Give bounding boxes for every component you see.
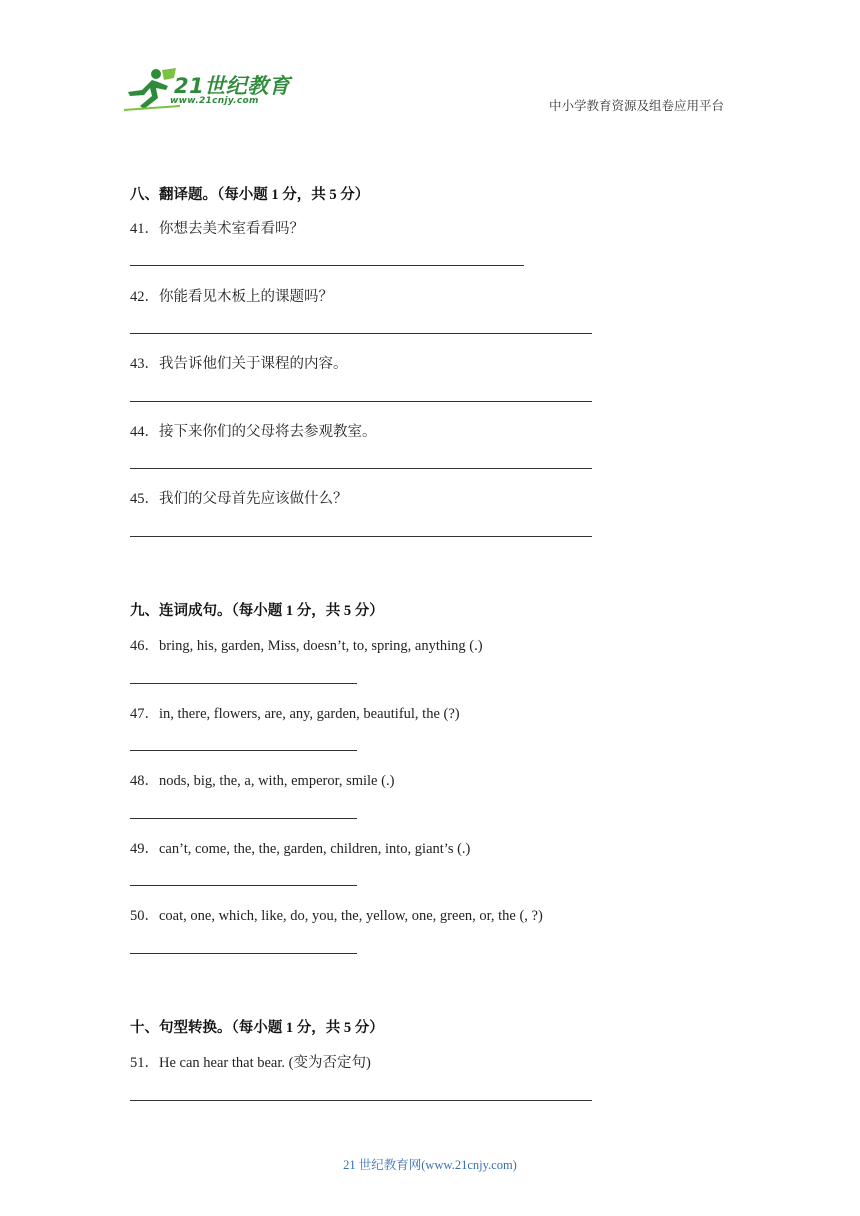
question-49: 49．can’t, come, the, the, garden, children, into, giant’s (.) (130, 841, 471, 857)
answer-line-45[interactable] (130, 536, 592, 537)
answer-line-47[interactable] (130, 750, 357, 751)
question-41: 41．你想去美术室看看吗？ (130, 221, 304, 237)
section-title-sentence-transform: 十、句型转换。（每小题 1 分，共 5 分） (130, 1020, 384, 1036)
answer-line-43[interactable] (130, 401, 592, 402)
question-44: 44．接下来你们的父母将去参观教室。 (130, 424, 377, 440)
answer-line-51[interactable] (130, 1100, 592, 1101)
runner-logo-icon (122, 66, 182, 114)
question-48: 48．nods, big, the, a, with, emperor, smile (.) (130, 773, 395, 789)
answer-line-50[interactable] (130, 953, 357, 954)
question-45: 45．我们的父母首先应该做什么？ (130, 491, 348, 507)
question-42: 42．你能看见木板上的课题吗？ (130, 289, 333, 305)
logo (122, 66, 292, 116)
header-slogan: 中小学教育资源及组卷应用平台 (549, 98, 725, 113)
section-title-translation: 八、翻译题。（每小题 1 分，共 5 分） (130, 187, 370, 203)
question-47: 47．in, there, flowers, are, any, garden, beautiful, the (?) (130, 706, 460, 722)
answer-line-41[interactable] (130, 265, 524, 266)
section-title-word-order: 九、连词成句。（每小题 1 分，共 5 分） (130, 603, 384, 619)
page-footer: 21 世纪教育网(www.21cnjy.com) (343, 1158, 517, 1172)
question-51: 51．He can hear that bear. (变为否定句) (130, 1055, 371, 1071)
answer-line-44[interactable] (130, 468, 592, 469)
question-50: 50．coat, one, which, like, do, you, the, yellow, one, green, or, the (, ?) (130, 908, 543, 924)
page-header (0, 0, 860, 130)
question-46: 46．bring, his, garden, Miss, doesn’t, to, spring, anything (.) (130, 638, 483, 654)
answer-line-46[interactable] (130, 683, 357, 684)
answer-line-42[interactable] (130, 333, 592, 334)
logo-text: 21世纪教育 (174, 74, 291, 98)
answer-line-49[interactable] (130, 885, 357, 886)
question-43: 43．我告诉他们关于课程的内容。 (130, 356, 348, 372)
logo-url: www.21cnjy.com (170, 96, 259, 106)
answer-line-48[interactable] (130, 818, 357, 819)
